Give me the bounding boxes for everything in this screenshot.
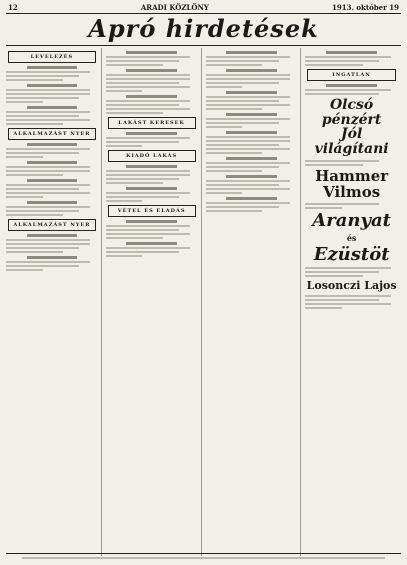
display-ad-losonczi: Losonczi Lajos [306,279,397,293]
column-1 [6,48,102,556]
ad-block [6,201,98,216]
ad-block [106,132,198,147]
masthead [6,3,401,14]
ad-block [305,203,398,209]
section-flat-wanted: LAKÁST KERESEK [108,117,196,129]
issue-date: 1913. október 19 [331,3,399,12]
column-4 [305,48,401,556]
ad-block [305,160,398,166]
ad-block [206,91,298,110]
section-banner: Apró hirdetések [88,14,319,43]
ad-block [206,131,298,154]
ad-block [6,161,98,176]
ad-block [206,175,298,194]
ad-block [305,267,398,277]
display-ad-hammer: Hammer Vilmos [315,166,389,201]
page-footer [6,553,401,563]
ad-block [106,220,198,239]
ad-block [305,51,398,66]
ad-block [106,187,198,202]
ad-columns [6,45,401,556]
section-property: INGATLAN [307,69,396,81]
page-number: 12 [8,3,18,12]
display-ad-es: és [346,233,357,244]
ad-block [206,113,298,128]
ad-block [6,256,98,271]
ad-block [305,84,398,95]
section-jobs: ALKALMAZÁST NYER [8,128,96,140]
paper-name: ARADI KÖZLÖNY [140,3,209,12]
ad-block [6,106,98,125]
section-correspondence: LEVELEZÉS [8,51,96,63]
section-jobs-2: ALKALMAZÁST NYER [8,219,96,231]
olcso-line-2: Jól világítani [314,126,389,158]
ad-block [106,165,198,184]
ad-block [106,242,198,257]
display-ad-olcso [305,98,398,157]
ad-block [206,197,298,212]
ad-block [6,234,98,253]
ad-block [6,66,98,81]
section-buy-sell: VÉTEL ÉS ELADÁS [108,205,196,217]
olcso-line-1: Olcsó pénzért [321,97,382,128]
ad-block [305,295,398,309]
display-ad-ezust: Ezüstöt [313,243,390,265]
ad-block [206,157,298,172]
ad-block [6,179,98,198]
ad-block [106,95,198,114]
section-flat-to-let: KIADÓ LAKÁS [108,150,196,162]
column-2 [106,48,202,556]
ad-block [106,51,198,66]
column-3 [206,48,302,556]
ad-block [206,69,298,88]
ad-block [106,69,198,92]
display-ad-arany: Aranyat [312,210,391,232]
ad-block [6,84,98,103]
ad-block [206,51,298,66]
ad-block [6,143,98,158]
